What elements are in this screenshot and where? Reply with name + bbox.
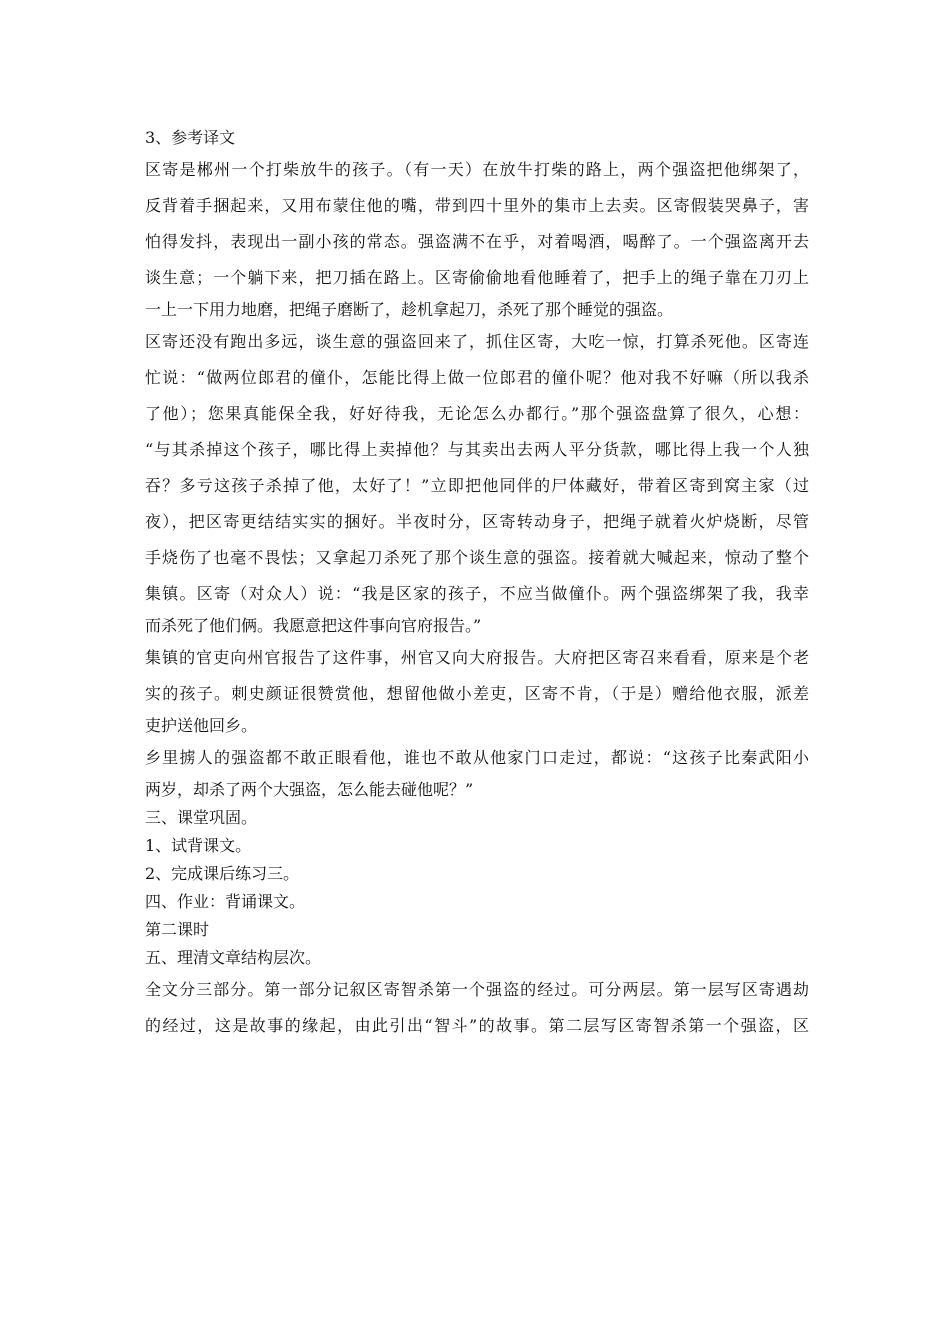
paragraph-line: 了他）；您果真能保全我，好好待我，无论怎么办都行。”那个强盗盘算了很久，心想： — [145, 404, 809, 423]
paragraph-1 — [145, 152, 809, 324]
paragraph-line: 实的孩子。刺史颜证很赞赏他，想留他做小差吏，区寄不肯，（于是）赠给他衣服，派差 — [145, 684, 809, 703]
paragraph-line: 全文分三部分。第一部分记叙区寄智杀第一个强盗的经过。可分两层。第一层写区寄遇劫 — [145, 980, 809, 999]
paragraph-line: 怕得发抖，表现出一副小孩的常态。强盗满不在乎，对着喝酒，喝醉了。一个强盗离开去 — [145, 232, 809, 251]
paragraph-line: 反背着手捆起来，又用布蒙住他的嘴，带到四十里外的集市上去卖。区寄假装哭鼻子，害 — [145, 196, 809, 215]
paragraph-line: 吞？多亏这孩子杀掉了他，太好了！”立即把他同伴的尸体藏好，带着区寄到窝主家（过 — [145, 476, 809, 495]
paragraph-line: 乡里掳人的强盗都不敢正眼看他，谁也不敢从他家门口走过，都说：“这孩子比秦武阳小 — [145, 748, 809, 767]
list-item: 1、试背课文。 — [145, 836, 252, 855]
lesson-heading: 第二课时 — [145, 920, 210, 939]
paragraph-line: “与其杀掉这个孩子，哪比得上卖掉他？与其卖出去两人平分货款，哪比得上我一个人独 — [145, 440, 809, 459]
paragraph-4 — [145, 740, 809, 804]
section-heading-homework: 四、作业：背诵课文。 — [145, 892, 306, 911]
paragraph-line: 忙说：“做两位郎君的僮仆，怎能比得上做一位郎君的僮仆呢？他对我不好嘛（所以我杀 — [145, 368, 809, 387]
paragraph-5 — [145, 972, 809, 1044]
paragraph-2 — [145, 324, 809, 640]
section-heading-classroom: 三、课堂巩固。 — [145, 808, 258, 827]
paragraph-line: 两岁，却杀了两个大强盗，怎么能去碰他呢？” — [145, 780, 474, 799]
document-body — [145, 124, 809, 1044]
paragraph-line: 的经过，这是故事的缘起，由此引出“智斗”的故事。第二层写区寄智杀第一个强盗，区 — [145, 1016, 809, 1035]
paragraph-line: 区寄是郴州一个打柴放牛的孩子。（有一天）在放牛打柴的路上，两个强盗把他绑架了， — [145, 160, 809, 179]
paragraph-line: 谈生意；一个躺下来，把刀插在路上。区寄偷偷地看他睡着了，把手上的绳子靠在刀刃上 — [145, 268, 809, 287]
paragraph-3 — [145, 640, 809, 740]
list-item: 2、完成课后练习三。 — [145, 864, 300, 883]
paragraph-line: 而杀死了他们俩。我愿意把这件事向官府报告。” — [145, 616, 482, 635]
paragraph-line: 区寄还没有跑出多远，谈生意的强盗回来了，抓住区寄，大吃一惊，打算杀死他。区寄连 — [145, 332, 809, 351]
section-heading-translation: 3、参考译文 — [145, 128, 236, 147]
paragraph-line: 夜），把区寄更结结实实的捆好。半夜时分，区寄转动身子，把绳子就着火炉烧断，尽管 — [145, 512, 809, 531]
paragraph-line: 集镇的官吏向州官报告了这件事，州官又向大府报告。大府把区寄召来看看，原来是个老 — [145, 648, 809, 667]
paragraph-line: 手烧伤了也毫不畏怯；又拿起刀杀死了那个谈生意的强盗。接着就大喊起来，惊动了整个 — [145, 548, 809, 567]
paragraph-line: 一上一下用力地磨，把绳子磨断了，趁机拿起刀，杀死了那个睡觉的强盗。 — [145, 300, 674, 319]
paragraph-line: 集镇。区寄（对众人）说：“我是区家的孩子，不应当做僮仆。两个强盗绑架了我，我幸 — [145, 584, 809, 603]
paragraph-line: 吏护送他回乡。 — [145, 716, 258, 735]
section-heading-structure: 五、理清文章结构层次。 — [145, 948, 322, 967]
